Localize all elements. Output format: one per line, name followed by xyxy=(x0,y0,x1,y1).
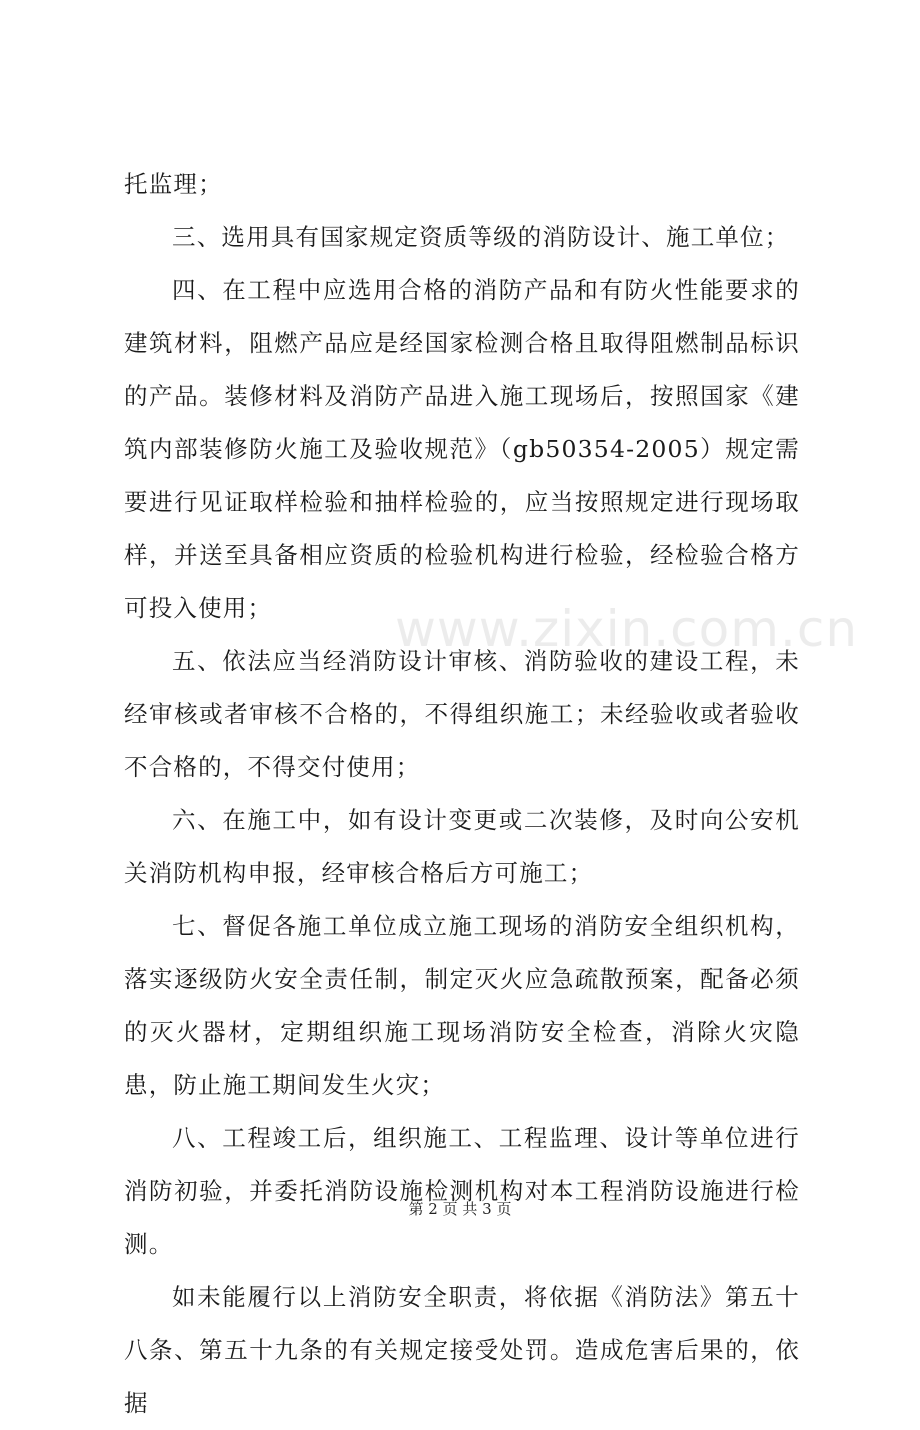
page-number-footer: 第 2 页 共 3 页 xyxy=(408,1200,512,1218)
paragraph: 五、依法应当经消防设计审核、消防验收的建设工程，未经审核或者审核不合格的，不得组织施工；未经验收或者验收不合格的，不得交付使用； xyxy=(124,647,800,781)
paragraph: 三、选用具有国家规定资质等级的消防设计、施工单位； xyxy=(172,223,790,251)
paragraph: 六、在施工中，如有设计变更或二次装修，及时向公安机关消防机构申报，经审核合格后方可施工； xyxy=(124,806,800,887)
paragraph: 如未能履行以上消防安全职责，将依据《消防法》第五十八条、第五十九条的有关规定接受处罚。造成危害后果的，依据 xyxy=(124,1283,800,1417)
paragraph: 四、在工程中应选用合格的消防产品和有防火性能要求的建筑材料，阻燃产品应是经国家检测合格且取得阻燃制品标识的产品。装修材料及消防产品进入施工现场后，按照国家《建筑内部装修防火施工及验收规范》（gb50354-2005）规定需要进行见证取样检验和抽样检验的，应当按照规定进行现场取样，并送至具备相应资质的检验机构进行检验，经检验合格方可投入使用； xyxy=(124,276,800,622)
paragraph: 托监理； xyxy=(124,170,223,198)
document-body xyxy=(124,158,800,1430)
paragraph: 八、工程竣工后，组织施工、工程监理、设计等单位进行消防初验，并委托消防设施检测机构对本工程消防设施进行检测。 xyxy=(124,1124,800,1258)
paragraph: 七、督促各施工单位成立施工现场的消防安全组织机构，落实逐级防火安全责任制，制定灭火应急疏散预案，配备必须的灭火器材，定期组织施工现场消防安全检查，消除火灾隐患，防止施工期间发生火灾； xyxy=(124,912,800,1099)
watermark: www.zixin.com.cn xyxy=(395,600,859,658)
